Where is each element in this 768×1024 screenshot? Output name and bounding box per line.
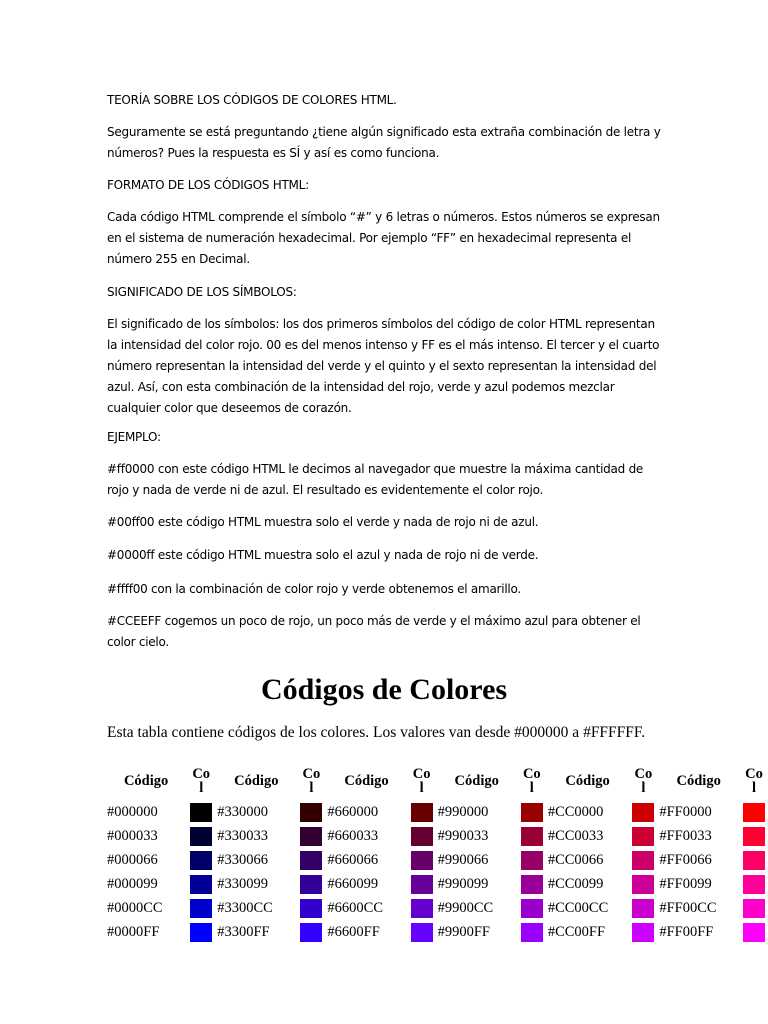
color-swatch	[300, 851, 322, 870]
color-code-cell: #0000CC	[107, 899, 163, 916]
color-code-cell: #FF0000	[659, 803, 712, 820]
color-code-cell: #3300CC	[217, 899, 273, 916]
color-code-cell: #FF0066	[659, 851, 712, 868]
color-swatch-cell	[187, 896, 215, 920]
color-code-cell: #330066	[217, 851, 268, 868]
color-code-cell: #000000	[107, 803, 158, 820]
column-header-color-line1: Co	[302, 766, 321, 782]
color-swatch-cell	[740, 896, 768, 920]
color-swatch	[521, 923, 543, 942]
color-swatch	[632, 827, 654, 846]
column-header-color	[740, 762, 768, 800]
color-code-cell: #660099	[327, 875, 379, 892]
color-swatch	[743, 851, 765, 870]
example-paragraph: #ffff00 con la combinación de color rojo y verde obtenemos el amarillo.	[107, 582, 521, 596]
color-swatch-cell	[518, 896, 546, 920]
color-swatch	[632, 875, 654, 894]
column-header-color	[629, 762, 657, 800]
example-heading: EJEMPLO:	[107, 430, 161, 444]
color-swatch-cell	[408, 848, 436, 872]
color-code-cell: #330000	[217, 803, 268, 820]
column-header-color	[408, 762, 436, 800]
color-swatch	[190, 803, 212, 822]
color-swatch-cell	[740, 800, 768, 824]
color-swatch-cell	[187, 920, 215, 944]
color-swatch-cell	[629, 872, 657, 896]
color-swatch-cell	[297, 848, 325, 872]
format-paragraph: Cada código HTML comprende el símbolo “#” y 6 letras o números. Estos números se expresan en el sistema de numeración hexadecimal. Por ejemplo “FF” en hexadecimal representa el número 255 en Decimal.	[107, 210, 660, 266]
column-header-code: Código	[565, 772, 610, 789]
color-swatch	[521, 803, 543, 822]
color-swatch-cell	[740, 872, 768, 896]
color-swatch-cell	[297, 872, 325, 896]
color-code-cell: #990066	[437, 851, 489, 868]
color-swatch	[632, 923, 654, 942]
color-swatch	[190, 875, 212, 894]
color-swatch	[632, 899, 654, 918]
column-header-code: Código	[234, 772, 279, 789]
table-header	[105, 762, 768, 800]
color-swatch-cell	[408, 920, 436, 944]
color-code-cell: #000099	[107, 875, 158, 892]
color-swatch	[521, 875, 543, 894]
column-header-color-line2: l	[309, 780, 314, 796]
color-swatch	[190, 827, 212, 846]
table-title: Códigos de Colores	[260, 673, 508, 706]
color-swatch	[411, 803, 433, 822]
example-paragraph: #CCEEFF cogemos un poco de rojo, un poco más de verde y el máximo azul para obtener el color cielo.	[107, 614, 641, 649]
color-code-cell: #990099	[437, 875, 489, 892]
intro-paragraph: Seguramente se está preguntando ¿tiene algún significado esta extraña combinación de letra y números? Pues la respuesta es SÍ y así es como funciona.	[107, 125, 661, 160]
column-header-color-line1: Co	[412, 766, 431, 782]
color-code-cell: #CC0066	[547, 851, 604, 868]
color-swatch-cell	[629, 800, 657, 824]
color-code-cell: #FF00FF	[659, 923, 714, 940]
column-header-color-line2: l	[199, 780, 204, 796]
example-paragraph: #0000ff este código HTML muestra solo el azul y nada de rojo ni de verde.	[107, 548, 539, 562]
color-code-cell: #FF0033	[659, 827, 712, 844]
symbols-paragraph: El significado de los símbolos: los dos primeros símbolos del código de color HTML representan la intensidad del color rojo. 00 es del menos intenso y FF es el más intenso. El tercer y el cuarto número representan la intensidad del verde y el quinto y el sexto representan la intensidad del azul. Así, con esta combinación de la intensidad del rojo, verde y azul podemos mezclar cualquier color que deseemos de corazón.	[107, 317, 660, 415]
color-swatch	[411, 875, 433, 894]
table-row	[105, 920, 768, 944]
color-swatch	[743, 899, 765, 918]
table-body	[105, 800, 768, 944]
table-row	[105, 824, 768, 848]
color-swatch	[632, 851, 654, 870]
color-code-cell: #000033	[107, 827, 158, 844]
color-swatch-cell	[187, 872, 215, 896]
column-header-code: Código	[344, 772, 389, 789]
color-swatch-cell	[297, 920, 325, 944]
column-header-code: Código	[454, 772, 499, 789]
color-swatch-cell	[518, 872, 546, 896]
color-swatch-cell	[518, 848, 546, 872]
color-swatch-cell	[629, 896, 657, 920]
color-swatch	[300, 899, 322, 918]
color-code-cell: #CC00CC	[547, 899, 609, 916]
color-code-cell: #CC0099	[547, 875, 604, 892]
color-code-cell: #CC0033	[547, 827, 604, 844]
color-code-cell: #000066	[107, 851, 158, 868]
color-swatch-cell	[518, 824, 546, 848]
column-header-color-line2: l	[529, 780, 534, 796]
color-swatch-cell	[740, 848, 768, 872]
color-swatch-cell	[518, 920, 546, 944]
color-code-cell: #CC0000	[547, 803, 604, 820]
table-row	[105, 800, 768, 824]
color-swatch	[521, 851, 543, 870]
column-header-color-line2: l	[641, 780, 646, 796]
color-code-cell: #330099	[217, 875, 268, 892]
table-header-row	[105, 762, 768, 800]
color-swatch-cell	[297, 896, 325, 920]
color-swatch	[743, 875, 765, 894]
page-heading: TEORÍA SOBRE LOS CÓDIGOS DE COLORES HTML.	[107, 93, 397, 107]
color-swatch-cell	[297, 800, 325, 824]
example-paragraph: #ff0000 con este código HTML le decimos al navegador que muestre la máxima cantidad de rojo y nada de verde ni de azul. El resultado es evidentemente el color rojo.	[107, 462, 644, 497]
color-code-cell: #3300FF	[217, 923, 270, 940]
color-swatch	[743, 923, 765, 942]
column-header-color-line2: l	[419, 780, 424, 796]
color-swatch-cell	[187, 800, 215, 824]
table-intro: Esta tabla contiene códigos de los colores. Los valores van desde #000000 a #FFFFFF.	[107, 724, 646, 741]
color-swatch	[411, 899, 433, 918]
color-swatch	[411, 923, 433, 942]
color-swatch-cell	[740, 920, 768, 944]
color-swatch	[743, 827, 765, 846]
color-swatch-cell	[408, 896, 436, 920]
color-swatch-cell	[408, 800, 436, 824]
color-swatch	[300, 923, 322, 942]
column-header-code: Código	[676, 772, 721, 789]
column-header-color	[297, 762, 325, 800]
color-code-cell: #FF00CC	[659, 899, 717, 916]
color-swatch	[411, 851, 433, 870]
color-code-cell: #330033	[217, 827, 268, 844]
color-swatch	[190, 923, 212, 942]
color-swatch-cell	[629, 824, 657, 848]
color-code-cell: #FF0099	[659, 875, 712, 892]
color-code-cell: #6600FF	[327, 923, 380, 940]
color-swatch	[521, 827, 543, 846]
color-code-cell: #9900FF	[437, 923, 490, 940]
table-row	[105, 896, 768, 920]
color-code-cell: #990000	[437, 803, 489, 820]
color-code-cell: #990033	[437, 827, 489, 844]
example-paragraph: #00ff00 este código HTML muestra solo el verde y nada de rojo ni de azul.	[107, 515, 539, 529]
color-swatch-cell	[518, 800, 546, 824]
color-codes-table	[105, 762, 768, 944]
color-swatch-cell	[408, 824, 436, 848]
color-swatch	[190, 899, 212, 918]
color-swatch	[411, 827, 433, 846]
column-header-color-line2: l	[751, 780, 756, 796]
color-code-cell: #660066	[327, 851, 379, 868]
color-swatch	[300, 803, 322, 822]
column-header-color-line1: Co	[192, 766, 211, 782]
column-header-color-line1: Co	[745, 766, 763, 782]
color-swatch-cell	[408, 872, 436, 896]
color-swatch-cell	[629, 920, 657, 944]
color-swatch-cell	[297, 824, 325, 848]
color-swatch	[190, 851, 212, 870]
color-swatch	[300, 827, 322, 846]
color-code-cell: #6600CC	[327, 899, 383, 916]
column-header-color	[187, 762, 215, 800]
color-swatch-cell	[187, 824, 215, 848]
color-code-cell: #660033	[327, 827, 379, 844]
column-header-color-line1: Co	[634, 766, 653, 782]
color-code-cell: #9900CC	[437, 899, 494, 916]
column-header-color	[518, 762, 546, 800]
color-swatch-cell	[187, 848, 215, 872]
color-swatch-cell	[740, 824, 768, 848]
color-swatch	[300, 875, 322, 894]
format-heading: FORMATO DE LOS CÓDIGOS HTML:	[107, 178, 309, 192]
color-code-cell: #660000	[327, 803, 379, 820]
color-code-cell: #CC00FF	[547, 923, 606, 940]
color-swatch	[632, 803, 654, 822]
table-row	[105, 848, 768, 872]
color-code-cell: #0000FF	[107, 923, 160, 940]
color-swatch	[521, 899, 543, 918]
color-swatch	[743, 803, 765, 822]
column-header-color-line1: Co	[522, 766, 541, 782]
column-header-code: Código	[123, 772, 169, 789]
symbols-heading: SIGNIFICADO DE LOS SÍMBOLOS:	[107, 285, 297, 299]
table-row	[105, 872, 768, 896]
color-swatch-cell	[629, 848, 657, 872]
